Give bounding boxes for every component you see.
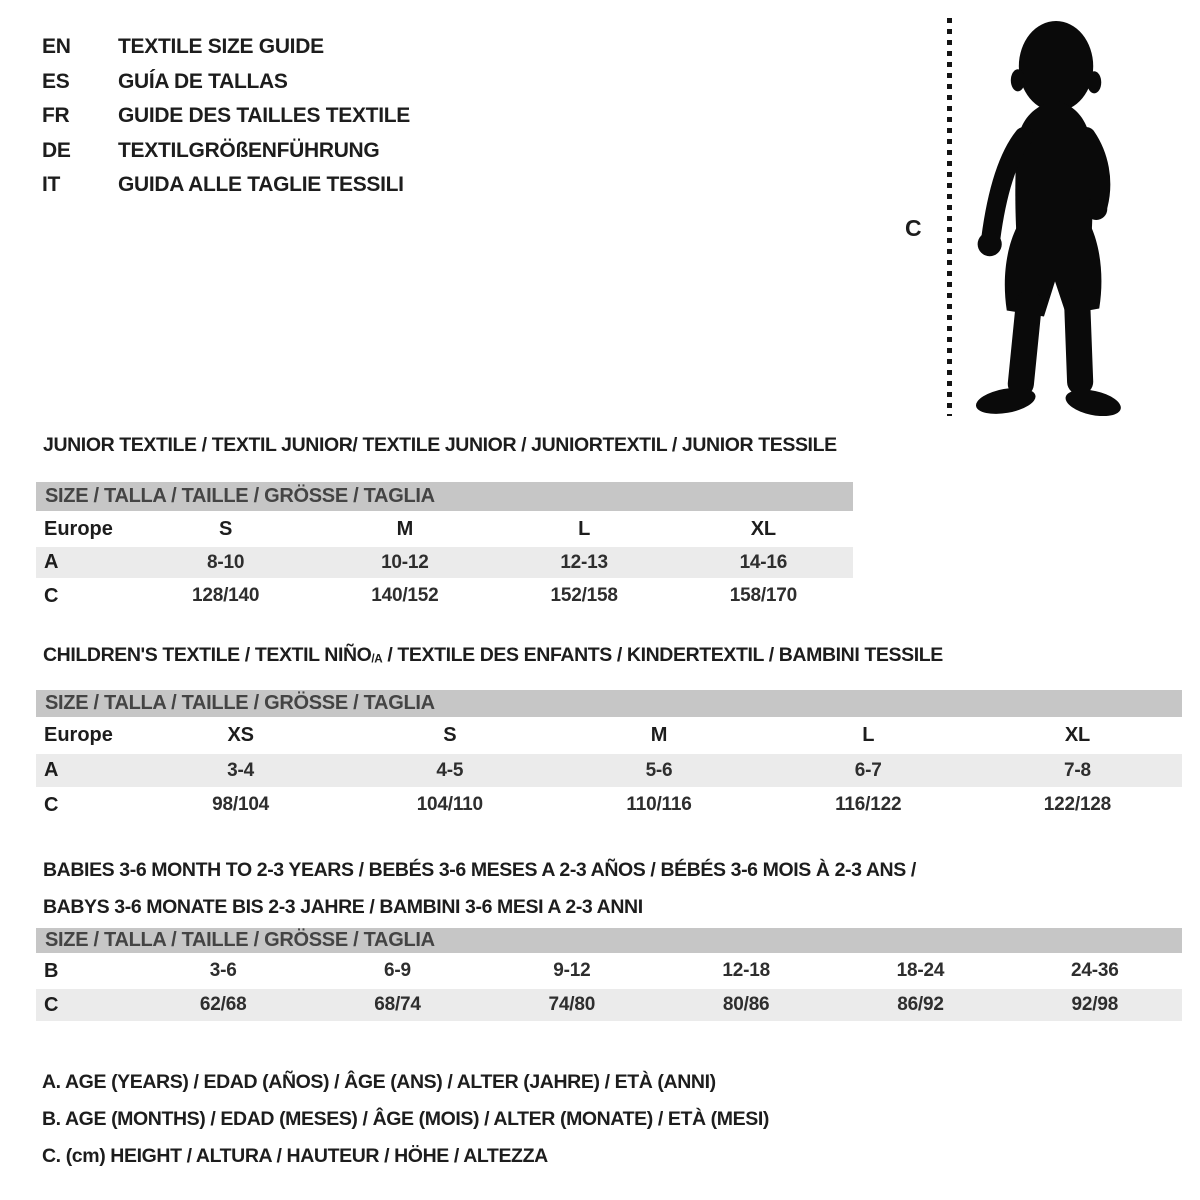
size-col: XL [750, 517, 776, 540]
table-cell: 104/110 [416, 794, 483, 815]
table-cell: 4-5 [436, 759, 464, 781]
lang-code: DE [42, 138, 71, 162]
children-row-age [36, 754, 1182, 789]
children-title-post: / TEXTILE DES ENFANTS / KINDERTEXTIL / BAMBINI TESSILE [382, 644, 943, 666]
children-row-height [36, 789, 1182, 823]
table-cell: 80/86 [722, 994, 770, 1015]
legend-line-c: C. (cm) HEIGHT / ALTURA / HAUTEUR / HÖHE / ALTEZZA [42, 1145, 548, 1167]
table-cell: 14-16 [739, 551, 788, 573]
table-cell: 18-24 [896, 960, 945, 981]
lang-title: GUIDE DES TAILLES TEXTILE [118, 104, 410, 127]
legend-line-a: A. AGE (YEARS) / EDAD (AÑOS) / ÂGE (ANS) / ALTER (JAHRE) / ETÀ (ANNI) [42, 1071, 716, 1093]
size-col: S [219, 517, 233, 540]
size-col: L [862, 724, 875, 746]
table-cell: 74/80 [548, 994, 596, 1015]
size-col: L [578, 517, 591, 540]
lang-row-en [42, 35, 410, 70]
table-cell: 86/92 [897, 994, 944, 1015]
lang-title: GUIDA ALLE TAGLIE TESSILI [118, 173, 404, 196]
toddler-silhouette-icon [966, 14, 1138, 416]
table-cell: 6-9 [384, 960, 411, 981]
lang-code: ES [42, 69, 70, 93]
row-label: C [44, 793, 59, 816]
table-cell: 140/152 [371, 585, 439, 606]
table-cell: 158/170 [729, 585, 798, 606]
lang-title: TEXTILE SIZE GUIDE [118, 35, 324, 58]
children-size-table [36, 690, 1182, 823]
children-title-pre: CHILDREN'S TEXTILE / TEXTIL NIÑO [43, 644, 372, 666]
language-title-block [42, 35, 410, 208]
children-section-title [43, 644, 943, 667]
table-cell: 5-6 [645, 759, 673, 781]
babies-title-line2: BABYS 3-6 MONATE BIS 2-3 JAHRE / BAMBINI 3-6 MESI A 2-3 ANNI [43, 896, 643, 918]
table-cell: 12-18 [722, 960, 770, 981]
region-label: Europe [44, 724, 113, 746]
row-label: B [44, 959, 59, 982]
row-label: A [44, 551, 59, 573]
row-label: A [44, 759, 59, 781]
table-cell: 8-10 [207, 551, 245, 573]
table-cell: 7-8 [1063, 759, 1091, 781]
children-title-sub: /A [371, 652, 383, 666]
junior-row-age [36, 547, 853, 580]
row-label: C [44, 993, 59, 1016]
children-columns-row [36, 719, 1182, 754]
table-cell: 98/104 [212, 794, 270, 815]
table-cell: 62/68 [199, 994, 247, 1015]
size-col: M [396, 517, 414, 540]
junior-size-table [36, 482, 853, 614]
table-cell: 3-6 [209, 960, 237, 981]
size-col: M [650, 724, 668, 746]
lang-title: TEXTILGRÖßENFÜHRUNG [118, 138, 380, 162]
height-measure-line [947, 18, 952, 416]
table-cell: 12-13 [560, 551, 608, 573]
legend-line-b: B. AGE (MONTHS) / EDAD (MESES) / ÂGE (MOIS) / ALTER (MONATE) / ETÀ (MESI) [42, 1108, 769, 1130]
lang-code: EN [42, 35, 71, 58]
babies-row-age [36, 955, 1182, 989]
size-col: XL [1064, 724, 1090, 746]
table-cell: 6-7 [854, 759, 882, 781]
table-cell: 110/116 [626, 794, 692, 815]
babies-section-title [43, 852, 916, 926]
size-col: S [443, 724, 457, 746]
row-label: C [44, 584, 59, 607]
table-cell: 10-12 [381, 551, 429, 573]
junior-table-size-header: SIZE / TALLA / TAILLE / GRÖSSE / TAGLIA [36, 482, 853, 513]
table-cell: 122/128 [1043, 794, 1112, 815]
table-cell: 24-36 [1071, 960, 1119, 981]
lang-code: IT [42, 173, 61, 196]
babies-size-table [36, 928, 1182, 1023]
lang-row-it [42, 173, 410, 208]
lang-title: GUÍA DE TALLAS [118, 69, 288, 93]
size-col: XS [227, 724, 254, 746]
region-label: Europe [44, 517, 113, 540]
children-table-size-header: SIZE / TALLA / TAILLE / GRÖSSE / TAGLIA [36, 690, 1182, 719]
table-cell: 9-12 [553, 960, 591, 981]
lang-row-fr [42, 104, 410, 139]
table-cell: 68/74 [374, 994, 421, 1015]
babies-row-height [36, 989, 1182, 1023]
lang-code: FR [42, 104, 70, 127]
legend-block [42, 1071, 769, 1182]
table-cell: 3-4 [227, 759, 255, 781]
junior-columns-row [36, 513, 853, 547]
height-measure-label: C [905, 215, 922, 241]
lang-row-es [42, 70, 410, 105]
table-cell: 128/140 [191, 585, 260, 606]
table-cell: 116/122 [835, 794, 902, 815]
babies-table-size-header: SIZE / TALLA / TAILLE / GRÖSSE / TAGLIA [36, 928, 1182, 955]
junior-section-title: JUNIOR TEXTILE / TEXTIL JUNIOR/ TEXTILE JUNIOR / JUNIORTEXTIL / JUNIOR TESSILE [43, 434, 837, 456]
lang-row-de [42, 139, 410, 174]
babies-title-line1: BABIES 3-6 MONTH TO 2-3 YEARS / BEBÉS 3-6 MESES A 2-3 AÑOS / BÉBÉS 3-6 MOIS À 2-3 ANS / [43, 859, 916, 881]
table-cell: 92/98 [1071, 994, 1119, 1015]
junior-row-height [36, 580, 853, 614]
table-cell: 152/158 [550, 585, 618, 606]
